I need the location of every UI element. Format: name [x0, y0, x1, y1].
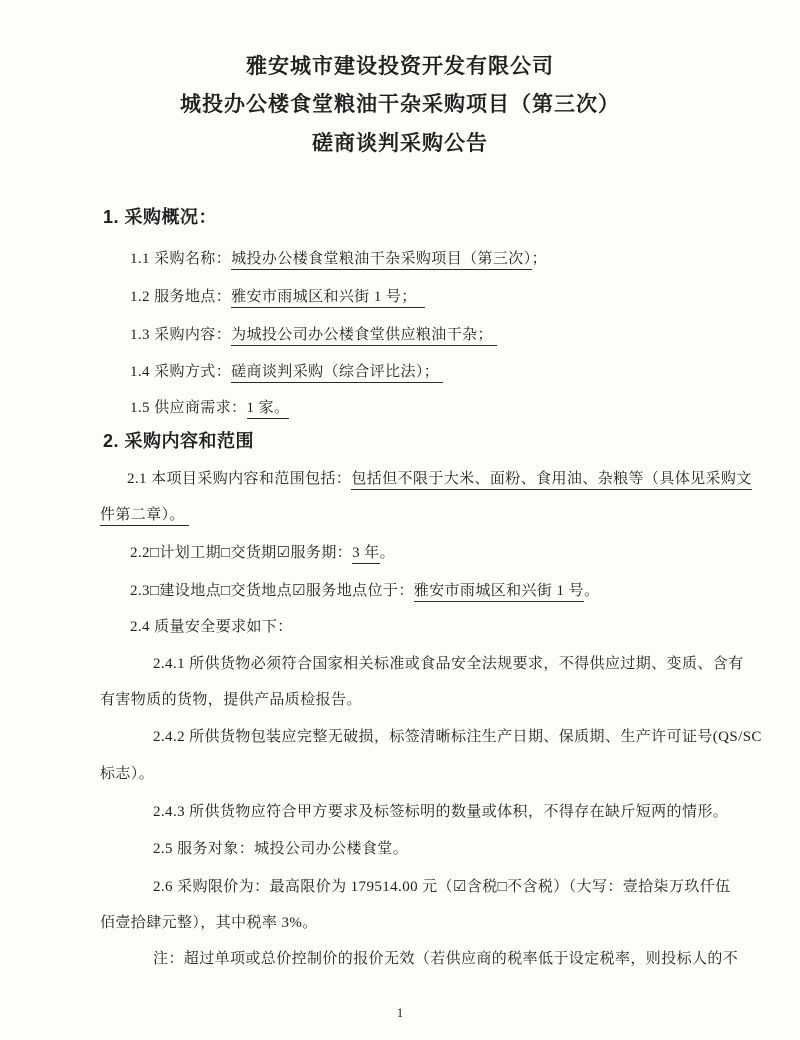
item-2-4-1-line2: 有害物质的货物，提供产品质检报告。 [100, 692, 362, 708]
item-1-5 [130, 398, 289, 419]
item-2-3 [130, 581, 599, 602]
item-1-3-value: 为城投公司办公楼食堂供应粮油干杂； [231, 327, 497, 346]
item-1-3-label: 1.3 采购内容： [130, 327, 232, 343]
note-line: 注：超过单项或总价控制价的报价无效（若供应商的税率低于设定税率，则投标人的不 [153, 951, 739, 967]
page-number: 1 [396, 1005, 404, 1020]
item-2-6-line2: 佰壹拾肆元整），其中税率 3%。 [100, 915, 318, 931]
item-1-1 [130, 249, 547, 270]
item-2-2-label: 2.2□计划工期□交货期☑服务期： [130, 545, 353, 561]
item-2-2 [130, 543, 395, 564]
item-1-1-label: 1.1 采购名称： [130, 251, 232, 267]
section1-heading: 1. 采购概况： [103, 207, 218, 227]
item-1-2 [130, 287, 425, 308]
item-1-1-suffix: ； [531, 251, 548, 267]
item-1-4-value: 磋商谈判采购（综合评比法）； [231, 364, 443, 383]
doc-title-project: 城投办公楼食堂粮油干杂采购项目（第三次） [180, 92, 620, 116]
item-2-4: 2.4 质量安全要求如下： [130, 619, 293, 635]
item-2-4-3: 2.4.3 所供货物应符合甲方要求及标签标明的数量或体积，不得存在缺斤短两的情形。 [153, 804, 729, 820]
item-1-4 [130, 362, 443, 383]
item-2-6-line1: 2.6 采购限价为：最高限价为 179514.00 元（☑含税□不含税）（大写：壹拾柒万玖仟伍 [153, 879, 731, 895]
item-2-4-1-line1: 2.4.1 所供货物必须符合国家相关标准或食品安全法规要求，不得供应过期、变质、含有 [153, 656, 744, 672]
item-2-2-value: 3 年 [352, 545, 379, 564]
item-2-1-label: 2.1 本项目采购内容和范围包括： [127, 471, 352, 487]
item-1-5-label: 1.5 供应商需求： [130, 400, 247, 416]
item-1-2-label: 1.2 服务地点： [130, 289, 232, 305]
item-2-3-suffix: 。 [583, 583, 600, 599]
item-2-5: 2.5 服务对象：城投公司办公楼食堂。 [153, 841, 409, 857]
item-2-4-2-line1: 2.4.2 所供货物包装应完整无破损，标签清晰标注生产日期、保质期、生产许可证号(QS/SC [153, 729, 762, 745]
item-1-4-label: 1.4 采购方式： [130, 364, 232, 380]
item-1-2-value: 雅安市雨城区和兴街 1 号； [231, 289, 425, 308]
item-2-1-value-part2: 件第二章）。 [100, 507, 189, 526]
doc-title-notice: 磋商谈判采购公告 [312, 131, 488, 155]
item-1-1-value: 城投办公楼食堂粮油干杂采购项目（第三次） [231, 251, 532, 270]
item-2-4-2-line2: 标志）。 [100, 766, 155, 782]
item-2-1-value-part1: 包括但不限于大米、面粉、食用油、杂粮等（具体见采购文 [351, 471, 751, 490]
item-1-5-value: 1 家。 [247, 400, 290, 419]
item-2-3-value: 雅安市雨城区和兴街 1 号 [414, 583, 584, 602]
item-2-1-line2 [100, 505, 189, 526]
item-2-2-suffix: 。 [379, 545, 395, 561]
item-1-3 [130, 325, 497, 346]
item-2-3-label: 2.3□建设地点□交货地点☑服务地点位于： [130, 583, 414, 599]
item-2-1-line1 [127, 469, 752, 490]
doc-title-company: 雅安城市建设投资开发有限公司 [246, 54, 554, 78]
section2-heading: 2. 采购内容和范围 [103, 431, 255, 451]
